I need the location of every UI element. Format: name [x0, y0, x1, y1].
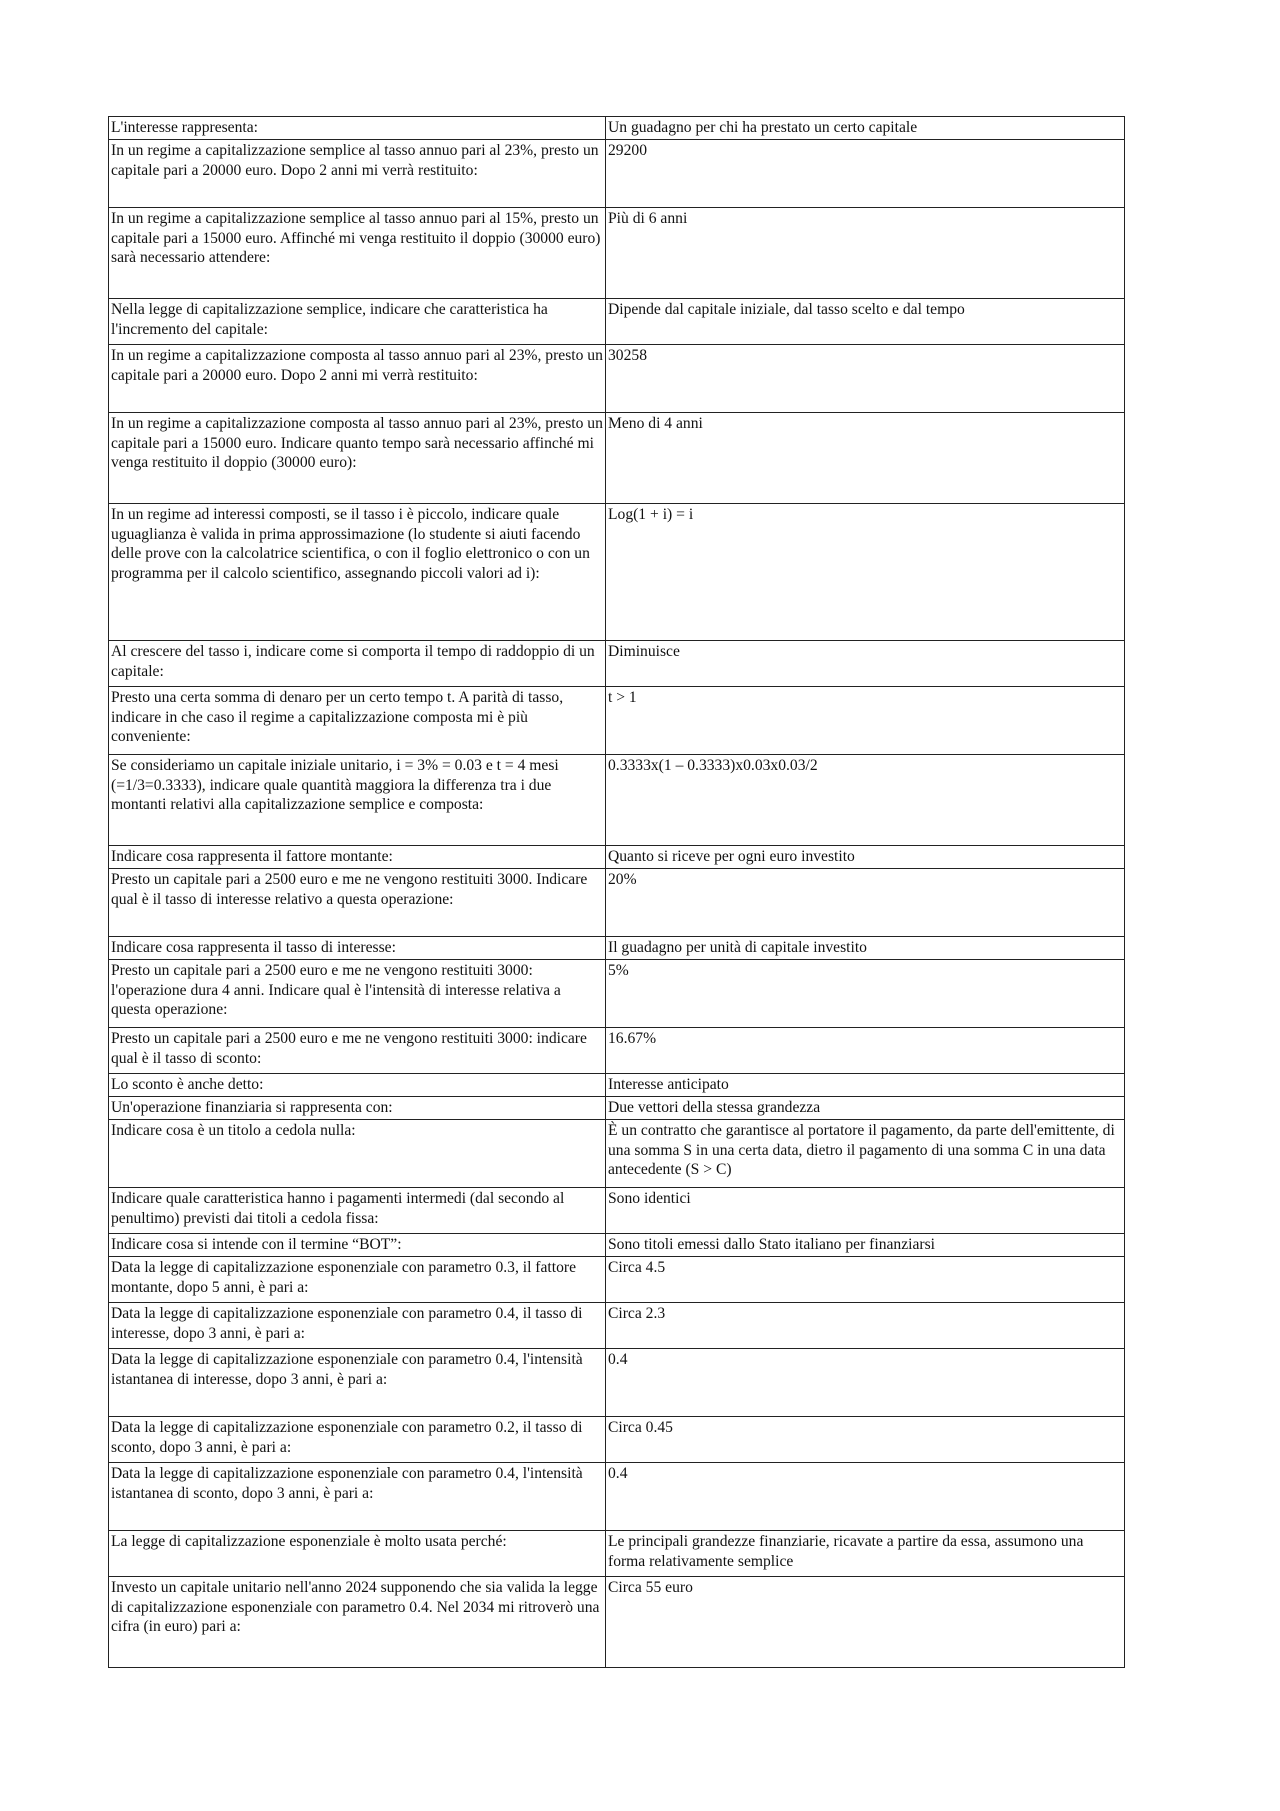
answer-cell: Più di 6 anni — [606, 208, 1125, 299]
answer-cell: Quanto si riceve per ogni euro investito — [606, 846, 1125, 869]
table-row — [109, 345, 1125, 413]
question-cell: Data la legge di capitalizzazione esponenziale con parametro 0.2, il tasso di sconto, dopo 3 anni, è pari a: — [109, 1417, 606, 1463]
answer-cell: Due vettori della stessa grandezza — [606, 1097, 1125, 1120]
answer-cell: Circa 2.3 — [606, 1303, 1125, 1349]
table-row — [109, 1074, 1125, 1097]
question-cell: In un regime a capitalizzazione composta al tasso annuo pari al 23%, presto un capitale pari a 15000 euro. Indicare quanto tempo sarà necessario affinché mi venga restituito il doppio (30000 euro): — [109, 413, 606, 504]
answer-cell: t > 1 — [606, 687, 1125, 755]
answer-cell: È un contratto che garantisce al portatore il pagamento, da parte dell'emittente, di una somma S in una certa data, dietro il pagamento di una somma C in una data antecedente (S > C) — [606, 1120, 1125, 1188]
table-row — [109, 1188, 1125, 1234]
question-cell: Presto un capitale pari a 2500 euro e me ne vengono restituiti 3000. Indicare qual è il tasso di interesse relativo a questa operazione: — [109, 869, 606, 937]
answer-cell: 0.4 — [606, 1349, 1125, 1417]
table-row — [109, 960, 1125, 1028]
question-cell: Un'operazione finanziaria si rappresenta con: — [109, 1097, 606, 1120]
table-row — [109, 1097, 1125, 1120]
question-cell: In un regime a capitalizzazione semplice al tasso annuo pari al 23%, presto un capitale pari a 20000 euro. Dopo 2 anni mi verrà restituito: — [109, 140, 606, 208]
answer-cell: 20% — [606, 869, 1125, 937]
question-cell: Investo un capitale unitario nell'anno 2024 supponendo che sia valida la legge di capitalizzazione esponenziale con parametro 0.4. Nel 2034 mi ritroverò una cifra (in euro) pari a: — [109, 1577, 606, 1668]
table-row — [109, 1234, 1125, 1257]
table-row — [109, 869, 1125, 937]
question-cell: Indicare cosa rappresenta il tasso di interesse: — [109, 937, 606, 960]
table-row — [109, 413, 1125, 504]
table-row — [109, 937, 1125, 960]
question-cell: Presto un capitale pari a 2500 euro e me ne vengono restituiti 3000: indicare qual è il tasso di sconto: — [109, 1028, 606, 1074]
answer-cell: Meno di 4 anni — [606, 413, 1125, 504]
answer-cell: Interesse anticipato — [606, 1074, 1125, 1097]
answer-cell: 0.3333x(1 – 0.3333)x0.03x0.03/2 — [606, 755, 1125, 846]
answer-cell: Log(1 + i) = i — [606, 504, 1125, 641]
table-row — [109, 1120, 1125, 1188]
table-row — [109, 140, 1125, 208]
table-row — [109, 1028, 1125, 1074]
answer-cell: Sono titoli emessi dallo Stato italiano per finanziarsi — [606, 1234, 1125, 1257]
question-cell: Indicare quale caratteristica hanno i pagamenti intermedi (dal secondo al penultimo) previsti dai titoli a cedola fissa: — [109, 1188, 606, 1234]
table-row — [109, 1531, 1125, 1577]
answer-cell: Diminuisce — [606, 641, 1125, 687]
answer-cell: 5% — [606, 960, 1125, 1028]
question-cell: Indicare cosa rappresenta il fattore montante: — [109, 846, 606, 869]
table-row — [109, 1349, 1125, 1417]
answer-cell: Circa 4.5 — [606, 1257, 1125, 1303]
question-cell: Al crescere del tasso i, indicare come si comporta il tempo di raddoppio di un capitale: — [109, 641, 606, 687]
question-cell: Lo sconto è anche detto: — [109, 1074, 606, 1097]
table-row — [109, 299, 1125, 345]
answer-cell: Un guadagno per chi ha prestato un certo capitale — [606, 117, 1125, 140]
answer-cell: Dipende dal capitale iniziale, dal tasso scelto e dal tempo — [606, 299, 1125, 345]
question-cell: Data la legge di capitalizzazione esponenziale con parametro 0.3, il fattore montante, dopo 5 anni, è pari a: — [109, 1257, 606, 1303]
answer-cell: 0.4 — [606, 1463, 1125, 1531]
question-cell: La legge di capitalizzazione esponenziale è molto usata perché: — [109, 1531, 606, 1577]
table-row — [109, 846, 1125, 869]
table-row — [109, 504, 1125, 641]
table-row — [109, 1577, 1125, 1668]
question-cell: Indicare cosa è un titolo a cedola nulla: — [109, 1120, 606, 1188]
table-row — [109, 117, 1125, 140]
table-row — [109, 1257, 1125, 1303]
question-cell: L'interesse rappresenta: — [109, 117, 606, 140]
answer-cell: Le principali grandezze finanziarie, ricavate a partire da essa, assumono una forma relativamente semplice — [606, 1531, 1125, 1577]
question-cell: Data la legge di capitalizzazione esponenziale con parametro 0.4, l'intensità istantanea di sconto, dopo 3 anni, è pari a: — [109, 1463, 606, 1531]
table-row — [109, 1463, 1125, 1531]
answer-cell: 30258 — [606, 345, 1125, 413]
question-cell: Presto una certa somma di denaro per un certo tempo t. A parità di tasso, indicare in che caso il regime a capitalizzazione composta mi è più conveniente: — [109, 687, 606, 755]
qa-table — [108, 116, 1125, 1668]
question-cell: In un regime a capitalizzazione composta al tasso annuo pari al 23%, presto un capitale pari a 20000 euro. Dopo 2 anni mi verrà restituito: — [109, 345, 606, 413]
question-cell: In un regime ad interessi composti, se il tasso i è piccolo, indicare quale uguaglianza è valida in prima approssimazione (lo studente si aiuti facendo delle prove con la calcolatrice scientifica, o con il foglio elettronico o con un programma per il calcolo scientifico, assegnando piccoli valori ad i): — [109, 504, 606, 641]
question-cell: Presto un capitale pari a 2500 euro e me ne vengono restituiti 3000: l'operazione dura 4 anni. Indicare qual è l'intensità di interesse relativa a questa operazione: — [109, 960, 606, 1028]
question-cell: Indicare cosa si intende con il termine “BOT”: — [109, 1234, 606, 1257]
table-row — [109, 1417, 1125, 1463]
question-cell: Nella legge di capitalizzazione semplice, indicare che caratteristica ha l'incremento del capitale: — [109, 299, 606, 345]
qa-table-body — [109, 117, 1125, 1668]
question-cell: Data la legge di capitalizzazione esponenziale con parametro 0.4, il tasso di interesse, dopo 3 anni, è pari a: — [109, 1303, 606, 1349]
answer-cell: Circa 0.45 — [606, 1417, 1125, 1463]
question-cell: Data la legge di capitalizzazione esponenziale con parametro 0.4, l'intensità istantanea di interesse, dopo 3 anni, è pari a: — [109, 1349, 606, 1417]
question-cell: In un regime a capitalizzazione semplice al tasso annuo pari al 15%, presto un capitale pari a 15000 euro. Affinché mi venga restituito il doppio (30000 euro) sarà necessario attendere: — [109, 208, 606, 299]
table-row — [109, 755, 1125, 846]
table-row — [109, 1303, 1125, 1349]
answer-cell: Circa 55 euro — [606, 1577, 1125, 1668]
answer-cell: Il guadagno per unità di capitale investito — [606, 937, 1125, 960]
table-row — [109, 208, 1125, 299]
question-cell: Se consideriamo un capitale iniziale unitario, i = 3% = 0.03 e t = 4 mesi (=1/3=0.3333), indicare quale quantità maggiora la differenza tra i due montanti relativi alla capitalizzazione semplice e composta: — [109, 755, 606, 846]
answer-cell: 16.67% — [606, 1028, 1125, 1074]
answer-cell: Sono identici — [606, 1188, 1125, 1234]
answer-cell: 29200 — [606, 140, 1125, 208]
table-row — [109, 641, 1125, 687]
table-row — [109, 687, 1125, 755]
